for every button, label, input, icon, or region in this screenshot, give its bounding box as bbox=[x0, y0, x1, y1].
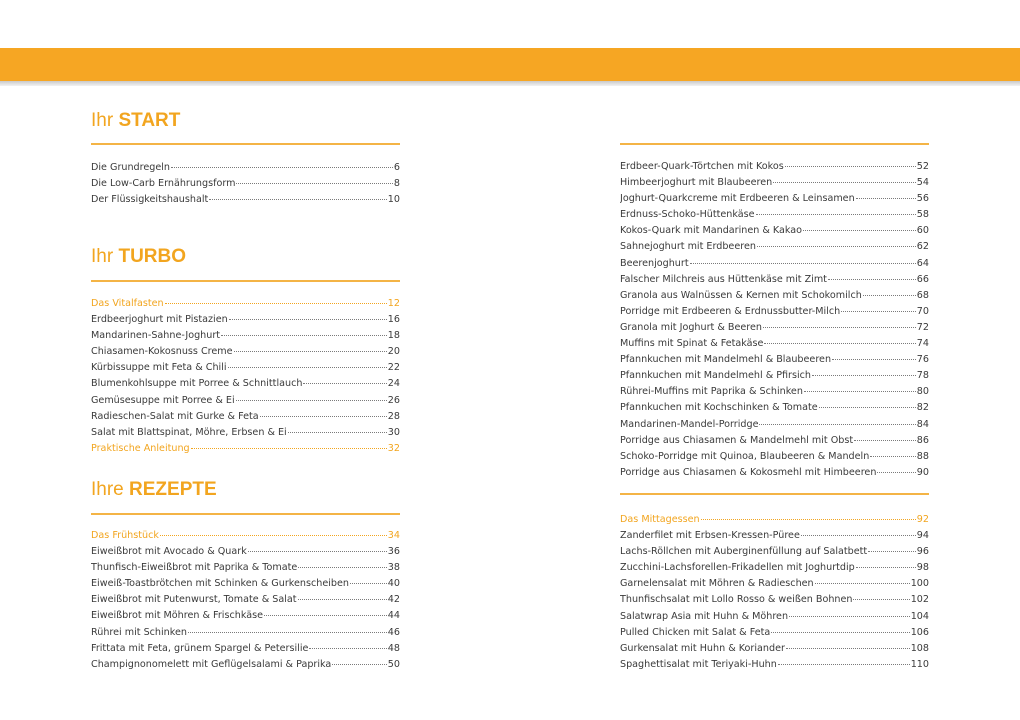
toc-entry-title: Porridge mit Erdbeeren & Erdnussbutter-Milch bbox=[620, 305, 841, 317]
toc-entry-title: Beerenjoghurt bbox=[620, 257, 689, 269]
toc-page-number: 100 bbox=[910, 578, 929, 590]
heading-ihre-rezepte bbox=[91, 478, 400, 502]
toc-entry-title: Erdnuss-Schoko-Hüttenkäse bbox=[620, 209, 755, 221]
toc-page-number: 52 bbox=[916, 161, 929, 172]
toc-entry[interactable] bbox=[91, 576, 400, 592]
toc-entry[interactable] bbox=[620, 433, 929, 449]
toc-entry[interactable] bbox=[620, 560, 929, 576]
toc-mittagessen-list bbox=[620, 512, 929, 673]
toc-leader-dots bbox=[332, 664, 386, 665]
toc-entry-title: Eiweiß-Toastbrötchen mit Schinken & Gurkenscheiben bbox=[91, 578, 349, 590]
right-column bbox=[620, 0, 929, 720]
toc-entry-title: Erdbeerjoghurt mit Pistazien bbox=[91, 314, 228, 326]
heading-ihr-start bbox=[91, 109, 400, 133]
toc-entry-title: Der Flüssigkeitshaushalt bbox=[91, 194, 209, 206]
toc-entry[interactable] bbox=[620, 336, 929, 352]
toc-entry[interactable] bbox=[620, 609, 929, 625]
toc-entry[interactable] bbox=[620, 159, 929, 175]
toc-entry-title: Himbeerjoghurt mit Blaubeeren bbox=[620, 177, 773, 189]
toc-leader-dots bbox=[804, 391, 916, 392]
toc-leader-dots bbox=[832, 359, 916, 360]
toc-rezepte-list bbox=[91, 528, 400, 673]
toc-entry-title: Spaghettisalat mit Teriyaki-Huhn bbox=[620, 658, 777, 670]
toc-leader-dots bbox=[228, 367, 387, 368]
toc-entry-title: Muffins mit Spinat & Fetakäse bbox=[620, 338, 764, 350]
toc-entry-title: Das Frühstück bbox=[91, 530, 159, 541]
toc-entry[interactable] bbox=[620, 641, 929, 657]
heading-rezepte-light: Ihre bbox=[91, 479, 124, 500]
toc-page-number: 110 bbox=[910, 658, 929, 670]
toc-leader-dots bbox=[877, 472, 915, 473]
toc-entry-title: Eiweißbrot mit Putenwurst, Tomate & Salat bbox=[91, 594, 297, 606]
toc-entry[interactable] bbox=[620, 320, 929, 336]
heading-ihr-turbo bbox=[91, 245, 400, 269]
toc-page-number: 30 bbox=[387, 426, 400, 438]
toc-page-number: 84 bbox=[916, 418, 929, 430]
toc-page-number: 24 bbox=[387, 378, 400, 390]
toc-entry[interactable] bbox=[91, 544, 400, 560]
toc-entry[interactable] bbox=[620, 465, 929, 481]
toc-page-number: 68 bbox=[916, 289, 929, 301]
toc-entry-title: Zanderfilet mit Erbsen-Kressen-Püree bbox=[620, 530, 800, 542]
toc-page-number: 80 bbox=[916, 386, 929, 398]
toc-leader-dots bbox=[690, 263, 916, 264]
toc-leader-dots bbox=[236, 183, 392, 184]
toc-entry-title: Gemüsesuppe mit Porree & Ei bbox=[91, 394, 235, 406]
toc-leader-dots bbox=[260, 416, 387, 417]
toc-entry-title: Frittata mit Feta, grünem Spargel & Petersilie bbox=[91, 642, 309, 654]
toc-entry-title: Die Low-Carb Ernährungsform bbox=[91, 178, 236, 190]
toc-fruehstueck-cont-list bbox=[620, 159, 929, 481]
toc-entry[interactable] bbox=[91, 625, 400, 641]
toc-page-number: 90 bbox=[916, 466, 929, 478]
toc-entry-title: Porridge aus Chiasamen & Kokosmehl mit Himbeeren bbox=[620, 466, 877, 478]
toc-leader-dots bbox=[803, 230, 916, 231]
heading-turbo-light: Ihr bbox=[91, 246, 114, 267]
toc-leader-dots bbox=[764, 343, 915, 344]
toc-leader-dots bbox=[854, 440, 916, 441]
toc-leader-dots bbox=[229, 319, 387, 320]
toc-entry[interactable] bbox=[620, 657, 929, 673]
toc-entry-title: Salat mit Blattspinat, Möhre, Erbsen & Ei bbox=[91, 426, 287, 438]
toc-entry-title: Lachs-Röllchen mit Auberginenfüllung auf Salatbett bbox=[620, 546, 868, 558]
toc-entry[interactable] bbox=[620, 272, 929, 288]
toc-page-number: 78 bbox=[916, 370, 929, 382]
toc-entry[interactable] bbox=[91, 328, 400, 344]
toc-page-number: 98 bbox=[916, 562, 929, 574]
toc-entry[interactable] bbox=[620, 449, 929, 465]
toc-page-number: 50 bbox=[387, 658, 400, 670]
toc-page-number: 38 bbox=[387, 562, 400, 574]
toc-entry-title: Falscher Milchreis aus Hüttenkäse mit Zimt bbox=[620, 273, 827, 285]
toc-entry[interactable] bbox=[620, 576, 929, 592]
toc-page-number: 82 bbox=[916, 402, 929, 414]
toc-leader-dots bbox=[759, 424, 915, 425]
toc-page-number: 22 bbox=[387, 362, 400, 374]
toc-entry-title: Sahnejoghurt mit Erdbeeren bbox=[620, 241, 756, 253]
toc-page-number: 8 bbox=[393, 178, 400, 190]
toc-entry[interactable] bbox=[620, 528, 929, 544]
toc-entry-title: Praktische Anleitung bbox=[91, 442, 190, 454]
toc-page-number: 32 bbox=[387, 442, 400, 454]
right-top-rule bbox=[620, 143, 929, 145]
heading-rezepte-rule bbox=[91, 513, 400, 515]
toc-entry[interactable] bbox=[620, 207, 929, 223]
toc-section-link[interactable] bbox=[91, 296, 400, 312]
heading-start-bold: START bbox=[118, 110, 181, 131]
toc-entry-title: Pulled Chicken mit Salat & Feta bbox=[620, 626, 771, 638]
toc-entry-title: Radieschen-Salat mit Gurke & Feta bbox=[91, 410, 259, 422]
toc-leader-dots bbox=[757, 246, 916, 247]
toc-page-number: 86 bbox=[916, 434, 929, 446]
heading-turbo-rule bbox=[91, 280, 400, 282]
toc-entry[interactable] bbox=[91, 560, 400, 576]
toc-entry-title: Kokos-Quark mit Mandarinen & Kakao bbox=[620, 225, 803, 237]
toc-leader-dots bbox=[309, 648, 386, 649]
toc-page-number: 92 bbox=[916, 514, 929, 525]
toc-leader-dots bbox=[786, 648, 910, 649]
toc-page-number: 12 bbox=[387, 298, 400, 309]
toc-page-number: 26 bbox=[387, 394, 400, 406]
toc-entry-title: Porridge aus Chiasamen & Mandelmehl mit Obst bbox=[620, 434, 854, 446]
toc-page-number: 74 bbox=[916, 338, 929, 350]
toc-leader-dots bbox=[785, 166, 916, 167]
toc-leader-dots bbox=[756, 214, 916, 215]
toc-entry[interactable] bbox=[91, 312, 400, 328]
toc-entry[interactable] bbox=[91, 344, 400, 360]
toc-page-number: 106 bbox=[910, 626, 929, 638]
toc-entry[interactable] bbox=[91, 176, 400, 192]
toc-leader-dots bbox=[763, 327, 916, 328]
heading-turbo-bold: TURBO bbox=[118, 246, 187, 267]
toc-page-number: 34 bbox=[387, 530, 400, 541]
toc-leader-dots bbox=[778, 664, 910, 665]
toc-page-number: 64 bbox=[916, 257, 929, 269]
toc-leader-dots bbox=[841, 311, 916, 312]
toc-page-number: 56 bbox=[916, 193, 929, 205]
toc-leader-dots bbox=[298, 567, 387, 568]
toc-entry-title: Das Mittagessen bbox=[620, 514, 700, 525]
right-mid-rule bbox=[620, 493, 929, 495]
toc-leader-dots bbox=[236, 400, 387, 401]
toc-leader-dots bbox=[248, 551, 387, 552]
toc-entry-title: Garnelensalat mit Möhren & Radieschen bbox=[620, 578, 814, 590]
toc-leader-dots bbox=[870, 456, 915, 457]
toc-page-number: 42 bbox=[387, 594, 400, 606]
toc-entry-title: Erdbeer-Quark-Törtchen mit Kokos bbox=[620, 161, 784, 172]
toc-leader-dots bbox=[234, 351, 387, 352]
toc-leader-dots bbox=[815, 583, 910, 584]
toc-entry-title: Zucchini-Lachsforellen-Frikadellen mit Joghurtdip bbox=[620, 562, 855, 574]
toc-page-number: 76 bbox=[916, 354, 929, 366]
toc-page-number: 48 bbox=[387, 642, 400, 654]
toc-leader-dots bbox=[773, 182, 916, 183]
toc-page-number: 10 bbox=[387, 194, 400, 206]
toc-leader-dots bbox=[209, 199, 387, 200]
heading-start-light: Ihr bbox=[91, 110, 114, 131]
toc-entry-title: Schoko-Porridge mit Quinoa, Blaubeeren & Mandeln bbox=[620, 450, 870, 462]
toc-entry[interactable] bbox=[620, 191, 929, 207]
toc-leader-dots bbox=[812, 375, 916, 376]
toc-page-number: 16 bbox=[387, 314, 400, 326]
toc-entry[interactable] bbox=[91, 393, 400, 409]
toc-page-number: 108 bbox=[910, 642, 929, 654]
toc-entry[interactable] bbox=[620, 417, 929, 433]
toc-entry[interactable] bbox=[620, 368, 929, 384]
toc-entry-title: Eiweißbrot mit Avocado & Quark bbox=[91, 546, 247, 558]
toc-page-number: 20 bbox=[387, 346, 400, 358]
toc-entry[interactable] bbox=[91, 657, 400, 673]
toc-page-number: 46 bbox=[387, 626, 400, 638]
toc-leader-dots bbox=[171, 167, 393, 168]
toc-entry[interactable] bbox=[620, 175, 929, 191]
toc-page-number: 18 bbox=[387, 330, 400, 342]
toc-entry-title: Chiasamen-Kokosnuss Creme bbox=[91, 346, 233, 358]
toc-entry-title: Das Vitalfasten bbox=[91, 298, 164, 309]
toc-entry[interactable] bbox=[91, 192, 400, 208]
toc-entry-title: Mandarinen-Sahne-Joghurt bbox=[91, 330, 221, 342]
toc-entry-title: Pfannkuchen mit Mandelmehl & Pfirsich bbox=[620, 370, 812, 382]
toc-entry-title: Thunfischsalat mit Lollo Rosso & weißen Bohnen bbox=[620, 594, 853, 606]
toc-leader-dots bbox=[701, 519, 916, 520]
toc-leader-dots bbox=[303, 383, 386, 384]
toc-page-number: 96 bbox=[916, 546, 929, 558]
toc-entry-title: Gurkensalat mit Huhn & Koriander bbox=[620, 642, 785, 654]
toc-leader-dots bbox=[160, 535, 387, 536]
left-column bbox=[91, 0, 400, 720]
toc-section-link[interactable] bbox=[91, 528, 400, 544]
toc-entry-title: Granola mit Joghurt & Beeren bbox=[620, 321, 762, 333]
toc-section-link[interactable] bbox=[91, 441, 400, 457]
toc-entry-title: Salatwrap Asia mit Huhn & Möhren bbox=[620, 610, 789, 622]
toc-page-number: 54 bbox=[916, 177, 929, 189]
toc-entry[interactable] bbox=[91, 608, 400, 624]
heading-rezepte-bold: REZEPTE bbox=[129, 479, 217, 500]
toc-entry-title: Pfannkuchen mit Mandelmehl & Blaubeeren bbox=[620, 354, 832, 366]
toc-page-number: 66 bbox=[916, 273, 929, 285]
toc-entry[interactable] bbox=[620, 256, 929, 272]
toc-entry-title: Eiweißbrot mit Möhren & Frischkäse bbox=[91, 610, 263, 622]
toc-entry[interactable] bbox=[91, 641, 400, 657]
toc-leader-dots bbox=[264, 615, 387, 616]
toc-page-number: 70 bbox=[916, 305, 929, 317]
toc-entry[interactable] bbox=[620, 288, 929, 304]
toc-turbo-list bbox=[91, 296, 400, 457]
toc-entry[interactable] bbox=[620, 223, 929, 239]
toc-entry-title: Rührei mit Schinken bbox=[91, 626, 187, 638]
toc-leader-dots bbox=[853, 599, 909, 600]
toc-entry-title: Mandarinen-Mandel-Porridge bbox=[620, 418, 759, 430]
toc-entry[interactable] bbox=[620, 384, 929, 400]
toc-leader-dots bbox=[221, 335, 387, 336]
toc-leader-dots bbox=[350, 583, 387, 584]
toc-entry-title: Thunfisch-Eiweißbrot mit Paprika & Tomate bbox=[91, 562, 298, 574]
heading-start-rule bbox=[91, 143, 400, 145]
toc-leader-dots bbox=[188, 632, 387, 633]
toc-page-number: 6 bbox=[393, 162, 400, 173]
toc-page-number: 60 bbox=[916, 225, 929, 237]
toc-leader-dots bbox=[191, 448, 387, 449]
toc-entry-title: Granola aus Walnüssen & Kernen mit Schokomilch bbox=[620, 289, 862, 301]
toc-entry[interactable] bbox=[91, 592, 400, 608]
toc-page-number: 28 bbox=[387, 410, 400, 422]
toc-page-number: 62 bbox=[916, 241, 929, 253]
toc-leader-dots bbox=[856, 567, 916, 568]
toc-leader-dots bbox=[288, 432, 387, 433]
toc-page-number: 36 bbox=[387, 546, 400, 558]
toc-entry-title: Rührei-Muffins mit Paprika & Schinken bbox=[620, 386, 803, 398]
toc-entry[interactable] bbox=[620, 304, 929, 320]
toc-page-number: 88 bbox=[916, 450, 929, 462]
toc-entry[interactable] bbox=[91, 360, 400, 376]
toc-page-number: 72 bbox=[916, 321, 929, 333]
toc-leader-dots bbox=[165, 303, 387, 304]
toc-entry[interactable] bbox=[91, 376, 400, 392]
toc-entry-title: Kürbissuppe mit Feta & Chili bbox=[91, 362, 227, 374]
toc-page-number: 94 bbox=[916, 530, 929, 542]
toc-start-list bbox=[91, 160, 400, 208]
toc-entry[interactable] bbox=[91, 160, 400, 176]
toc-page-number: 104 bbox=[910, 610, 929, 622]
toc-leader-dots bbox=[856, 198, 916, 199]
toc-page-number: 58 bbox=[916, 209, 929, 221]
toc-page-number: 40 bbox=[387, 578, 400, 590]
toc-leader-dots bbox=[863, 295, 916, 296]
toc-entry[interactable] bbox=[620, 352, 929, 368]
toc-entry-title: Blumenkohlsuppe mit Porree & Schnittlauch bbox=[91, 378, 303, 390]
toc-leader-dots bbox=[828, 279, 916, 280]
toc-leader-dots bbox=[298, 599, 387, 600]
toc-page-number: 44 bbox=[387, 610, 400, 622]
toc-leader-dots bbox=[789, 616, 910, 617]
toc-entry[interactable] bbox=[620, 400, 929, 416]
toc-entry[interactable] bbox=[620, 544, 929, 560]
toc-leader-dots bbox=[771, 632, 909, 633]
toc-leader-dots bbox=[819, 407, 916, 408]
toc-section-link[interactable] bbox=[620, 512, 929, 528]
toc-leader-dots bbox=[801, 535, 916, 536]
toc-page-number: 102 bbox=[910, 594, 929, 606]
toc-entry-title: Joghurt-Quarkcreme mit Erdbeeren & Leinsamen bbox=[620, 193, 855, 205]
toc-leader-dots bbox=[868, 551, 916, 552]
toc-entry[interactable] bbox=[91, 409, 400, 425]
toc-entry-title: Die Grundregeln bbox=[91, 162, 171, 173]
toc-entry-title: Champignonomelett mit Geflügelsalami & Paprika bbox=[91, 658, 332, 670]
toc-entry[interactable] bbox=[91, 425, 400, 441]
toc-entry[interactable] bbox=[620, 239, 929, 255]
toc-entry-title: Pfannkuchen mit Kochschinken & Tomate bbox=[620, 402, 818, 414]
toc-entry[interactable] bbox=[620, 625, 929, 641]
toc-entry[interactable] bbox=[620, 592, 929, 608]
